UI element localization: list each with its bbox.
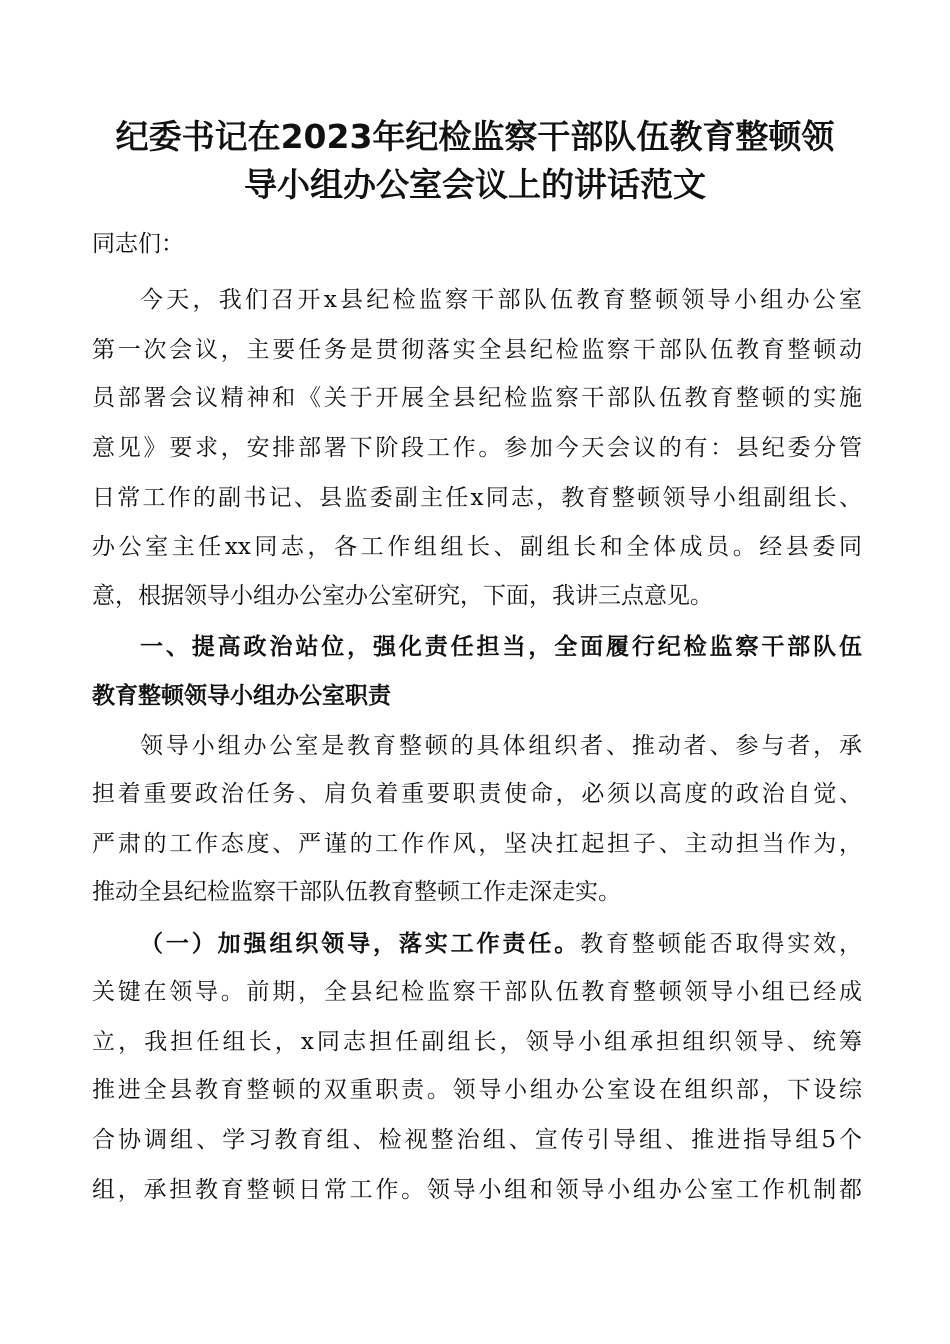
- section-heading-1-line: 一、提高政治站位，强化责任担当，全面履行纪检监察干部队伍: [140, 634, 862, 660]
- salutation: 同志们：: [92, 231, 184, 257]
- paragraph-1-line: 员部署会议精神和《关于开展全县纪检监察干部队伍教育整顿的实施: [92, 385, 862, 411]
- paragraph-3-first-line-text: 教育整顿能否取得实效，: [580, 931, 863, 957]
- paragraph-3-line: 关键在领导。前期，全县纪检监察干部队伍教育整顿领导小组已经成: [92, 979, 862, 1005]
- paragraph-1-line: 办公室主任xx同志，各工作组组长、副组长和全体成员。经县委同: [92, 534, 862, 560]
- paragraph-3-line: 立，我担任组长，x同志担任副组长，领导小组承担组织领导、统筹: [92, 1029, 862, 1055]
- paragraph-1-line: 日常工作的副书记、县监委副主任x同志，教育整顿领导小组副组长、: [92, 485, 862, 511]
- paragraph-2-line: 严肃的工作态度、严谨的工作作风，坚决扛起担子、主动担当作为，: [92, 831, 862, 857]
- paragraph-3-line: 合协调组、学习教育组、检视整治组、宣传引导组、推进指导组5个: [92, 1127, 862, 1153]
- paragraph-1-line: 今天，我们召开x县纪检监察干部队伍教育整顿领导小组办公室: [140, 287, 862, 313]
- paragraph-3-line: 推进全县教育整顿的双重职责。领导小组办公室设在组织部，下设综: [92, 1077, 862, 1103]
- paragraph-2-line: 担着重要政治任务、肩负着重要职责使命，必须以高度的政治自觉、: [92, 781, 862, 807]
- paragraph-3-line: 组，承担教育整顿日常工作。领导小组和领导小组办公室工作机制都: [92, 1177, 862, 1203]
- paragraph-2-line: 领导小组办公室是教育整顿的具体组织者、推动者、参与者，承: [140, 733, 862, 759]
- section-heading-1-line: 教育整顿领导小组办公室职责: [92, 683, 391, 709]
- document-title-line-2: 导小组办公室会议上的讲话范文: [244, 165, 706, 204]
- paragraph-1-line: 意，根据领导小组办公室办公室研究，下面，我讲三点意见。: [92, 583, 713, 609]
- document-title-line-1: 纪委书记在2023年纪检监察干部队伍教育整顿领: [115, 117, 835, 156]
- paragraph-3-lead-heading: （一）加强组织领导，落实工作责任。: [140, 931, 581, 957]
- paragraph-1-line: 第一次会议，主要任务是贯彻落实全县纪检监察干部队伍教育整顿动: [92, 337, 862, 363]
- paragraph-3-first-line: [140, 929, 862, 959]
- paragraph-1-line: 意见》要求，安排部署下阶段工作。参加今天会议的有：县纪委分管: [92, 435, 862, 461]
- paragraph-2-line: 推动全县纪检监察干部队伍教育整顿工作走深走实。: [92, 879, 621, 905]
